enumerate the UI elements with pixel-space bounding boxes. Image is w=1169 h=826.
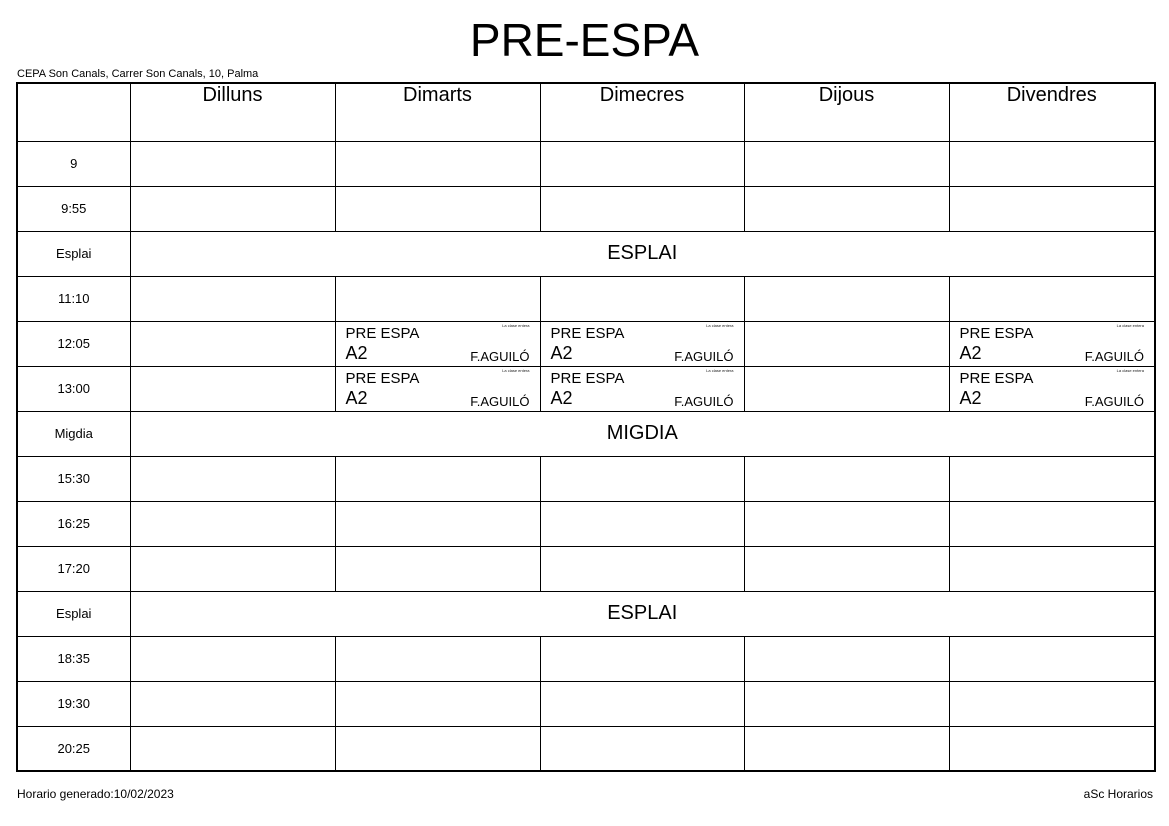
table-row xyxy=(17,636,1155,681)
table-row xyxy=(17,411,1155,456)
schedule-cell[interactable] xyxy=(949,141,1155,186)
schedule-cell[interactable] xyxy=(949,726,1155,771)
schedule-cell[interactable] xyxy=(540,456,744,501)
schedule-cell[interactable] xyxy=(949,456,1155,501)
time-slot-label: 20:25 xyxy=(17,726,130,771)
lesson-group: La clase entera xyxy=(502,322,530,328)
schedule-cell[interactable] xyxy=(130,546,335,591)
day-header-wednesday: Dimecres xyxy=(540,83,744,141)
schedule-cell[interactable] xyxy=(949,366,1155,411)
lesson-teacher: F.AGUILÓ xyxy=(1084,393,1144,409)
lesson-group: La clase entera xyxy=(706,367,734,373)
schedule-cell[interactable] xyxy=(744,456,949,501)
timetable xyxy=(16,82,1156,772)
lesson-room: A2 xyxy=(345,387,368,408)
table-row xyxy=(17,501,1155,546)
schedule-cell[interactable] xyxy=(335,456,540,501)
lesson-teacher: F.AGUILÓ xyxy=(470,393,530,409)
lesson-room: A2 xyxy=(345,342,368,363)
schedule-cell[interactable] xyxy=(540,276,744,321)
schedule-cell[interactable] xyxy=(130,636,335,681)
schedule-cell[interactable] xyxy=(744,186,949,231)
generated-date: Horario generado:10/02/2023 xyxy=(17,787,174,801)
lesson-teacher: F.AGUILÓ xyxy=(1084,348,1144,364)
time-slot-label: 9 xyxy=(17,141,130,186)
schedule-cell[interactable] xyxy=(744,501,949,546)
lesson-room: A2 xyxy=(550,342,573,363)
time-slot-label: 19:30 xyxy=(17,681,130,726)
corner-cell xyxy=(17,83,130,141)
schedule-cell[interactable] xyxy=(130,366,335,411)
schedule-cell[interactable] xyxy=(744,321,949,366)
schedule-cell[interactable] xyxy=(540,501,744,546)
day-header-thursday: Dijous xyxy=(744,83,949,141)
schedule-cell[interactable] xyxy=(744,366,949,411)
break-band: ESPLAI xyxy=(130,591,1155,636)
schedule-cell[interactable] xyxy=(335,186,540,231)
time-slot-label: 17:20 xyxy=(17,546,130,591)
schedule-cell[interactable] xyxy=(744,141,949,186)
table-row xyxy=(17,141,1155,186)
day-header-monday: Dilluns xyxy=(130,83,335,141)
schedule-cell[interactable] xyxy=(130,276,335,321)
schedule-cell[interactable] xyxy=(335,636,540,681)
school-address: CEPA Son Canals, Carrer Son Canals, 10, Palma xyxy=(17,68,259,80)
schedule-cell[interactable] xyxy=(540,681,744,726)
table-row xyxy=(17,231,1155,276)
schedule-cell[interactable] xyxy=(335,501,540,546)
lesson-teacher: F.AGUILÓ xyxy=(674,393,734,409)
lesson-room: A2 xyxy=(959,387,982,408)
time-slot-label: Esplai xyxy=(17,591,130,636)
schedule-cell[interactable] xyxy=(335,366,540,411)
schedule-cell[interactable] xyxy=(949,681,1155,726)
schedule-cell[interactable] xyxy=(744,681,949,726)
schedule-cell[interactable] xyxy=(744,276,949,321)
schedule-cell[interactable] xyxy=(335,546,540,591)
lesson-card[interactable] xyxy=(336,367,540,411)
table-row xyxy=(17,546,1155,591)
lesson-room: A2 xyxy=(959,342,982,363)
schedule-cell[interactable] xyxy=(949,321,1155,366)
lesson-subject: PRE ESPA xyxy=(345,324,420,342)
day-header-friday: Divendres xyxy=(949,83,1155,141)
time-slot-label: 13:00 xyxy=(17,366,130,411)
lesson-card[interactable] xyxy=(950,322,1155,366)
table-row xyxy=(17,726,1155,771)
schedule-cell[interactable] xyxy=(949,186,1155,231)
schedule-cell[interactable] xyxy=(130,141,335,186)
schedule-cell[interactable] xyxy=(335,681,540,726)
table-row xyxy=(17,321,1155,366)
lesson-teacher: F.AGUILÓ xyxy=(674,348,734,364)
schedule-cell[interactable] xyxy=(540,636,744,681)
table-row xyxy=(17,591,1155,636)
schedule-cell[interactable] xyxy=(744,636,949,681)
schedule-cell[interactable] xyxy=(130,501,335,546)
schedule-cell[interactable] xyxy=(130,456,335,501)
schedule-cell[interactable] xyxy=(130,321,335,366)
schedule-cell[interactable] xyxy=(540,186,744,231)
lesson-subject: PRE ESPA xyxy=(345,369,420,387)
lesson-room: A2 xyxy=(550,387,573,408)
lesson-group: La clase entera xyxy=(706,322,734,328)
lesson-group: La clase entera xyxy=(502,367,530,373)
lesson-group: La clase entera xyxy=(1116,367,1144,373)
schedule-cell[interactable] xyxy=(130,726,335,771)
schedule-cell[interactable] xyxy=(744,726,949,771)
schedule-cell[interactable] xyxy=(335,141,540,186)
schedule-cell[interactable] xyxy=(335,276,540,321)
schedule-cell[interactable] xyxy=(540,141,744,186)
schedule-cell[interactable] xyxy=(130,186,335,231)
lesson-subject: PRE ESPA xyxy=(959,369,1034,387)
time-slot-label: Migdia xyxy=(17,411,130,456)
schedule-cell[interactable] xyxy=(744,546,949,591)
lesson-subject: PRE ESPA xyxy=(959,324,1034,342)
time-slot-label: 15:30 xyxy=(17,456,130,501)
schedule-cell[interactable] xyxy=(949,546,1155,591)
lesson-card[interactable] xyxy=(541,322,744,366)
table-row xyxy=(17,366,1155,411)
table-row xyxy=(17,681,1155,726)
schedule-cell[interactable] xyxy=(335,321,540,366)
time-slot-label: 9:55 xyxy=(17,186,130,231)
lesson-subject: PRE ESPA xyxy=(550,369,625,387)
schedule-cell[interactable] xyxy=(949,276,1155,321)
lesson-teacher: F.AGUILÓ xyxy=(470,348,530,364)
schedule-cell[interactable] xyxy=(540,366,744,411)
lesson-subject: PRE ESPA xyxy=(550,324,625,342)
break-band: MIGDIA xyxy=(130,411,1155,456)
page-title: PRE-ESPA xyxy=(469,14,700,66)
schedule-cell[interactable] xyxy=(335,726,540,771)
lesson-card[interactable] xyxy=(541,367,744,411)
schedule-cell[interactable] xyxy=(130,681,335,726)
day-header-tuesday: Dimarts xyxy=(335,83,540,141)
schedule-cell[interactable] xyxy=(949,636,1155,681)
schedule-cell[interactable] xyxy=(540,726,744,771)
table-row xyxy=(17,276,1155,321)
time-slot-label: 12:05 xyxy=(17,321,130,366)
time-slot-label: 11:10 xyxy=(17,276,130,321)
lesson-group: La clase entera xyxy=(1116,322,1144,328)
time-slot-label: 18:35 xyxy=(17,636,130,681)
lesson-card[interactable] xyxy=(336,322,540,366)
lesson-card[interactable] xyxy=(950,367,1155,411)
brand-label: aSc Horarios xyxy=(1083,787,1153,801)
schedule-cell[interactable] xyxy=(540,546,744,591)
time-slot-label: 16:25 xyxy=(17,501,130,546)
time-slot-label: Esplai xyxy=(17,231,130,276)
schedule-cell[interactable] xyxy=(949,501,1155,546)
table-row xyxy=(17,186,1155,231)
schedule-cell[interactable] xyxy=(540,321,744,366)
header-row xyxy=(17,83,1155,141)
break-band: ESPLAI xyxy=(130,231,1155,276)
table-row xyxy=(17,456,1155,501)
